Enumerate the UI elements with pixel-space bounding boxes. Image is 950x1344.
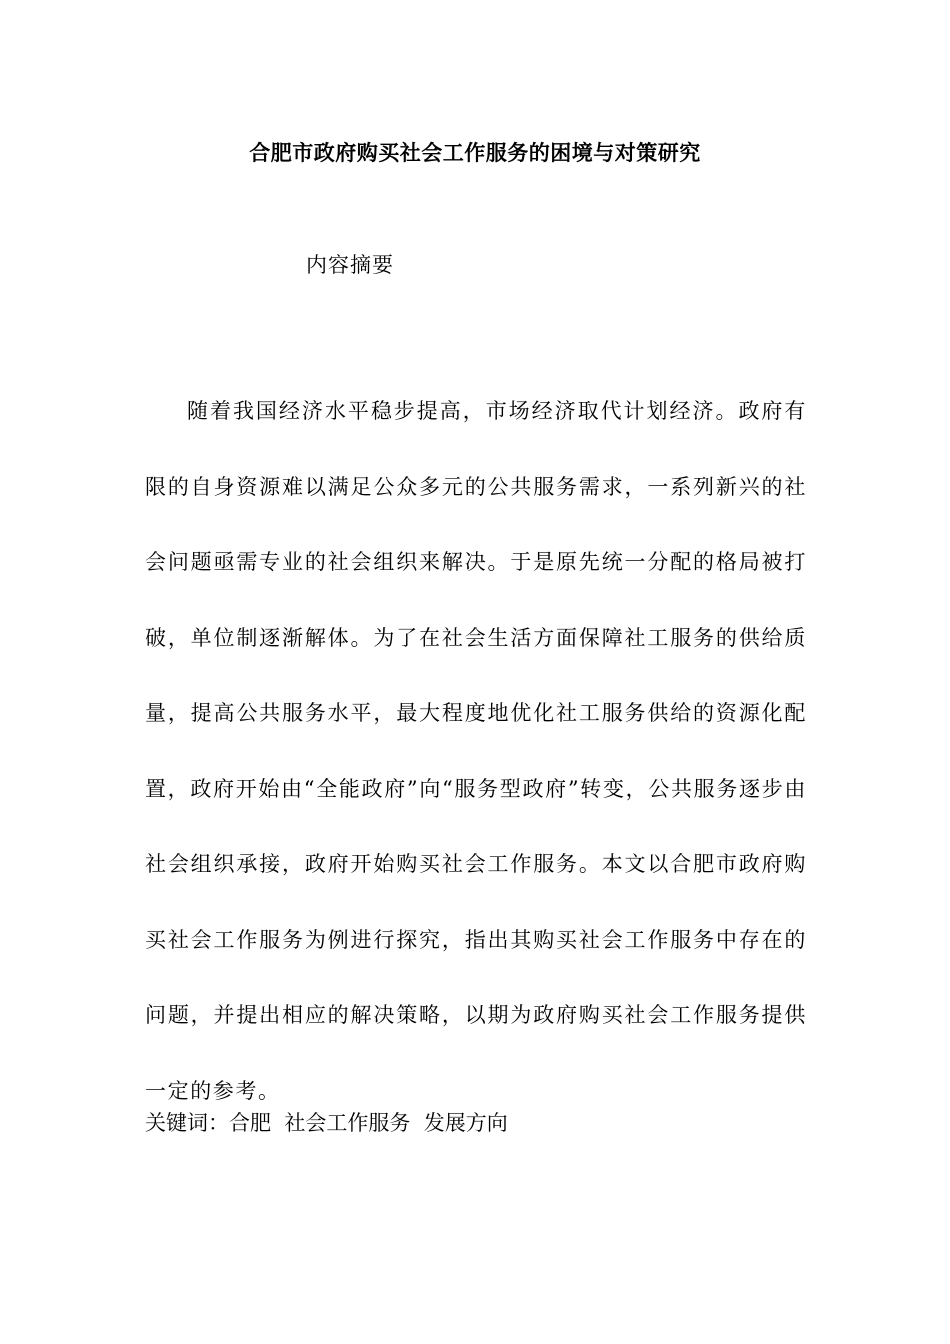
abstract-heading: 内容摘要 (306, 253, 394, 277)
keywords-line: 关键词：合肥 社会工作服务 发展方向 (145, 1111, 508, 1135)
document-title: 合肥市政府购买社会工作服务的困境与对策研究 (249, 141, 701, 165)
abstract-body: 随着我国经济水平稳步提高，市场经济取代计划经济。政府有限的自身资源难以满足公众多元的公共服务需求，一系列新兴的社会问题亟需专业的社会组织来解决。于是原先统一分配的格局被打破，单位制逐渐解体。为了在社会生活方面保障社工服务的供给质量，提高公共服务水平，最大程度地优化社工服务供给的资源化配置，政府开始由“全能政府”向“服务型政府”转变，公共服务逐步由社会组织承接，政府开始购买社会工作服务。本文以合肥市政府购买社会工作服务为例进行探究，指出其购买社会工作服务中存在的问题，并提出相应的解决策略，以期为政府购买社会工作服务提供一定的参考。 (145, 399, 807, 1103)
